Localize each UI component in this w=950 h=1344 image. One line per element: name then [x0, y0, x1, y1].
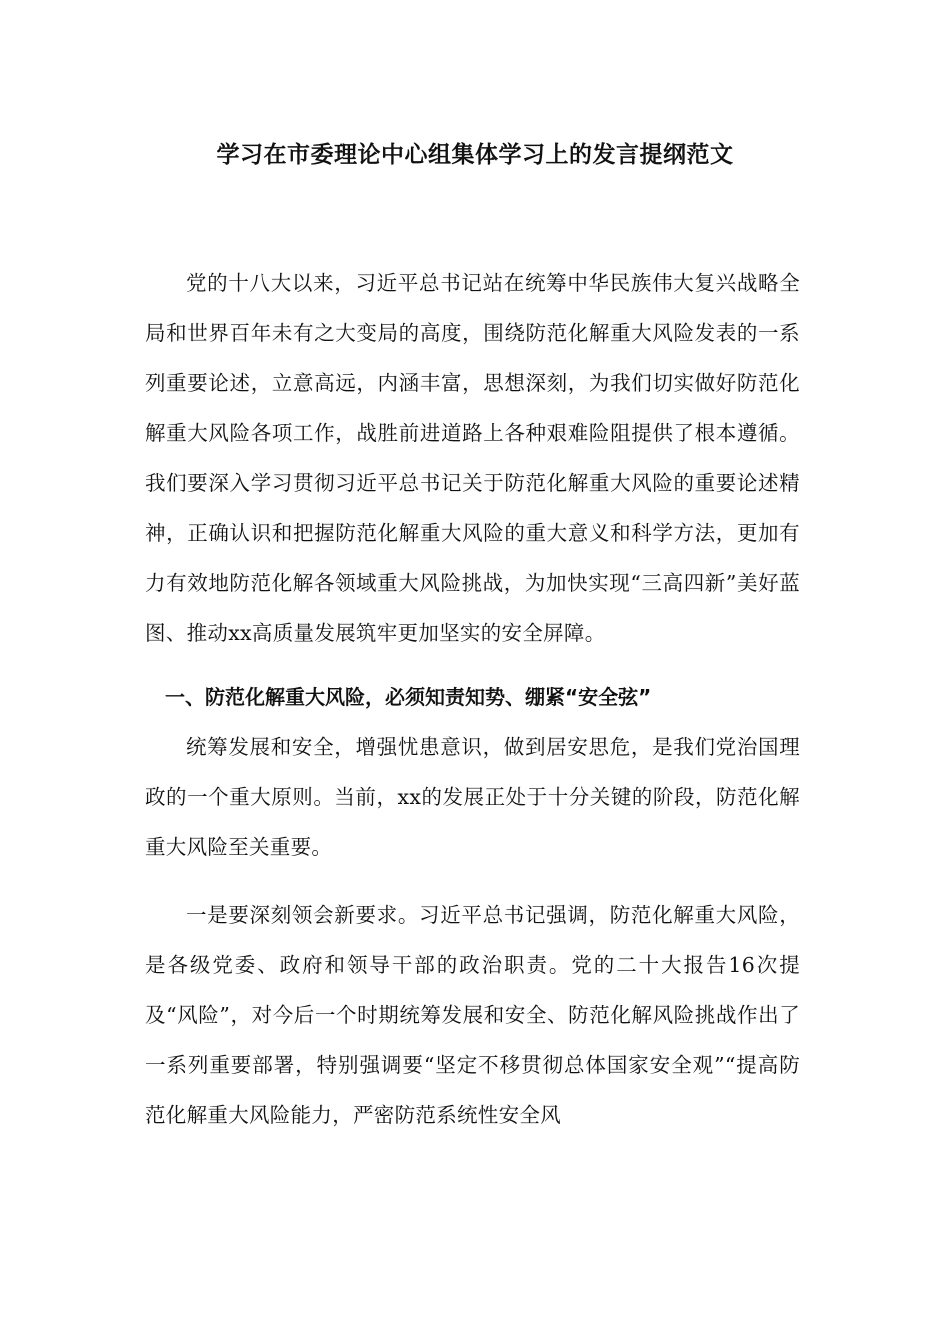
intro-paragraph: 党的十八大以来，习近平总书记站在统筹中华民族伟大复兴战略全局和世界百年未有之大变局的高度，围绕防范化解重大风险发表的一系列重要论述，立意高远，内涵丰富，思想深刻，为我们切实做好防范化解重大风险各项工作，战胜前进道路上各种艰难险阻提供了根本遵循。我们要深入学习贯彻习近平总书记关于防范化解重大风险的重要论述精神，正确认识和把握防范化解重大风险的重大意义和科学方法，更加有力有效地防范化解各领域重大风险挑战，为加快实现“三高四新”美好蓝图、推动xx高质量发展筑牢更加坚实的安全屏障。: [145, 271, 800, 645]
section-1-paragraph-2: 一是要深刻领会新要求。习近平总书记强调，防范化解重大风险，是各级党委、政府和领导干部的政治职责。党的二十大报告16次提及“风险”，对今后一个时期统筹发展和安全、防范化解风险挑战作出了一系列重要部署，特别强调要“坚定不移贯彻总体国家安全观”“提高防范化解重大风险能力，严密防范系统性安全风: [145, 903, 800, 1127]
document-body: [145, 258, 800, 1140]
section-1-paragraph-1: 统筹发展和安全，增强忧患意识，做到居安思危，是我们党治国理政的一个重大原则。当前，xx的发展正处于十分关键的阶段，防范化解重大风险至关重要。: [145, 735, 800, 859]
section-heading-1: 一、防范化解重大风险，必须知责知势、绷紧“安全弦”: [165, 685, 652, 709]
document-title: 学习在市委理论中心组集体学习上的发言提纲范文: [216, 142, 734, 168]
